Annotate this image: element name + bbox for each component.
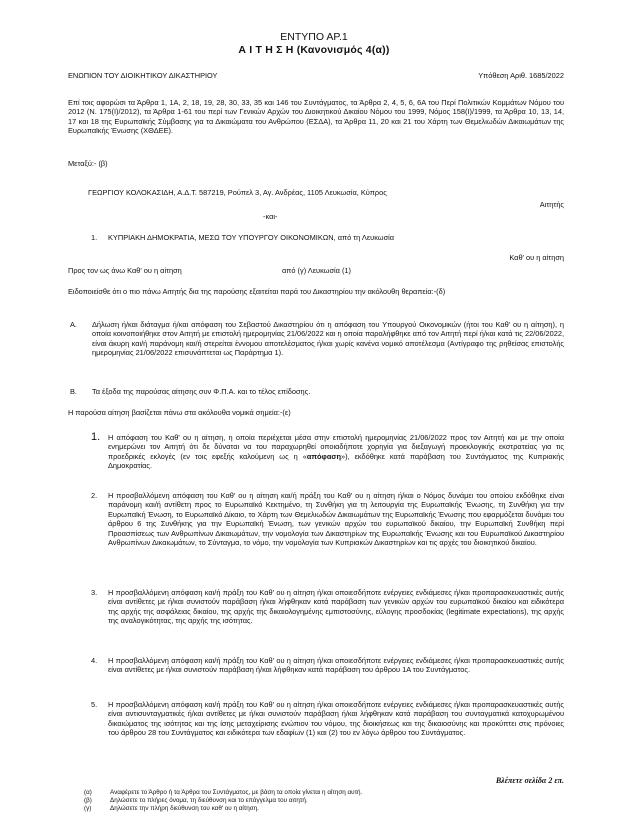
relief-intro: Ειδοποιείσθε ότι ο πιο πάνω Αιτητής δια της παρούσης εξαιτείται παρά του Δικαστηρίου την ακόλουθη θεραπεία:-(δ) <box>68 287 446 296</box>
ground-text-part: »), εκδόθηκε κατά παράβαση του Συντάγματος της Κυπριακής Δημοκρατίας. <box>108 451 564 471</box>
ground-number: 5. <box>91 700 98 709</box>
see-next-page: Βλέπετε σελίδα 2 επ. <box>495 776 564 785</box>
ground-text: Η προσβαλλόμενη απόφαση και/ή πράξη του Καθ' ου η αίτηση ή/και οποιεσδήποτε ενέργειες ενδιάμεσες ή/και προπαρασκευαστικές αυτής είναι αντισυνταγματικές ή/και αντίθετες με ή/και συνιστούν παράβαση ή/και λήφθηκαν κατά παράβαση του συνταγματικά κατοχυρωμένου δικαιώματος της ισότητας και της ίσης μεταχείρισης ενώπιον του νόμου, της διοικήσεως και της δικαιοσύνης και προκύπτει στις πρόνοιες του άρθρου 28 του Συντάγματος και ειδικότερα των εδαφίων (1) και (2) του εν λόγω άρθρου του Συντάγματος. <box>108 700 564 738</box>
ground-number: 4. <box>91 656 98 665</box>
footnote-text: Δηλώσετε το πλήρες όνομα, τη διεύθυνση και το επάγγελμα του αιτητή. <box>110 797 308 804</box>
applicant-details: ΓΕΩΡΓΙΟΥ ΚΟΛΟΚΑΣΙΔΗ, Α.Δ.Τ. 587219, Ρούπελ 3, Αγ. Ανδρέας, 1105 Λευκωσία, Κύπρος <box>88 188 387 197</box>
ground-text: Η προσβαλλόμενη απόφαση του Καθ' ου η αίτηση και/ή πράξη του Καθ' ου η αίτηση ή/και ο Νόμος δυνάμει του οποίου εκδόθηκε είναι παράνομη και/ή αντίθετη προς το Ευρωπαϊκό Κεκτημένο, τη Συνθήκη για τη λειτουργία της Ευρωπαϊκής Ένωσης, τη Συνθήκη για την Ευρωπαϊκή Ένωση, το Ευρωπαϊκό Δίκαιο, το Χάρτη των Θεμελιωδών Δικαιωμάτων της Ευρωπαϊκής Ένωσης που εφαρμόζεται δυνάμει του άρθρου 6 της Συνθήκης για την Ευρωπαϊκή Ένωση, των γενικών αρχών του ευρωπαϊκού δικαίου, την Ευρωπαϊκή Συνθήκη περί Προασπίσεως των Ανθρωπίνων Δικαιωμάτων, την νομολογία των Δικαστηρίων της Ευρωπαϊκής Ένωσης και του Ευρωπαϊκού Δικαστηρίου Ανθρωπίνων Δικαιωμάτων, το Σύνταγμα, το νόμο, την νομολογία των Κυπριακών Δικαστηρίων και τις αρχές του διοικητικού δικαίου. <box>108 491 564 548</box>
grounds-intro: Η παρούσα αίτηση βασίζεται πάνω στα ακόλουθα νομικά σημεία:-(ε) <box>68 408 291 417</box>
ground-text: Η προσβαλλόμενη απόφαση και/ή πράξη του Καθ' ου η αίτηση ή/και οποιεσδήποτε ενέργειες ενδιάμεσες ή/και προπαρασκευαστικές αυτής είναι αντίθετες με ή/και συνιστούν παράβαση ή/και λήφθηκαν κατά παράβαση των γενικών αρχών του ευρωπαϊκού δικαίου και ειδικότερα της αρχής της ασφάλειας δικαίου, της αρχής της δικαιολογημένης εμπιστοσύνης, εύλογης προσδοκίας (legitimate expectations), της αρχής της αναλογικότητας, της αρχής της ισότητας. <box>108 588 564 626</box>
form-code: ΕΝΤΥΠΟ ΑΡ.1 <box>280 31 348 43</box>
relief-letter: B. <box>70 387 77 396</box>
footnote-text: Δηλώσετε την πλήρη διεύθυνση του καθ' ου η αίτηση. <box>110 805 259 812</box>
footnote-mark: (γ) <box>84 805 92 812</box>
ground-text: Η προσβαλλόμενη απόφαση και/ή πράξη του Καθ' ου η αίτηση ή/και οποιεσδήποτε ενέργειες ενδιάμεσες ή/και προπαρασκευαστικές αυτής είναι αντίθετες με ή/και συνιστούν παράβαση ή/και λήφθηκαν κατά παράβαση του άρθρου 1Α του Συντάγματος. <box>108 656 564 675</box>
footnote-text: Αναφέρετε το Άρθρο ή τα Άρθρα του Συντάγματος, με βάση τα οποία γίνεται η αίτηση αυτή. <box>110 789 363 796</box>
and-separator: -και- <box>263 212 278 221</box>
applicant-role: Αιτητής <box>539 200 564 209</box>
to-respondent: Προς τον ως άνω Καθ' ου η αίτηση <box>68 266 182 275</box>
ground-number: 3. <box>91 588 98 597</box>
form-heading: Α Ι Τ Η Σ Η (Κανονισμός 4(α)) <box>238 44 390 56</box>
from-respondent: από (γ) Λευκωσία (1) <box>282 266 352 275</box>
footnote-mark: (β) <box>84 797 92 804</box>
respondent-name: ΚΥΠΡΙΑΚΗ ΔΗΜΟΚΡΑΤΙΑ, ΜΕΣΩ ΤΟΥ ΥΠΟΥΡΓΟΥ ΟΙΚΟΝΟΜΙΚΩΝ, από τη Λευκωσία <box>108 233 395 242</box>
relief-text: Τα έξοδα της παρούσας αίτησης συν Φ.Π.Α. και το τέλος επίδοσης. <box>92 387 311 396</box>
relief-letter: A. <box>70 320 77 329</box>
ground-number: 1. <box>91 431 101 443</box>
legal-basis: Επί τοις αφορώσι τα Άρθρα 1, 1Α, 2, 18, 19, 28, 30, 33, 35 και 146 του Συντάγματος, τα Άρθρα 2, 4, 5, 6, 6Α του Περί Πολιτικών Κομμάτων Νόμου του 2012 (Ν. 175(Ι)/2012), τα Άρθρα 1-61 του περί των Γενικών Αρχών του Διοικητικού Δικαίου Νόμου του 1999, Νόμος 158(Ι)/1999, τα Άρθρα 10, 13, 14, 17 και 18 της Ευρωπαϊκής Σύμβασης για τα Δικαιώματα του Ανθρώπου (ΕΣΔΑ), τα Άρθρα 11, 20 και 21 του Χάρτη των Θεμελιωδών Δικαιωμάτων της Ευρωπαϊκής Ένωσης (ΧΘΔΕΕ). <box>68 98 564 136</box>
case-number: Υπόθεση Αριθ. 1685/2022 <box>478 71 564 80</box>
court-name: ΕΝΩΠΙΟΝ ΤΟΥ ΔΙΟΙΚΗΤΙΚΟΥ ΔΙΚΑΣΤΗΡΙΟΥ <box>68 71 218 80</box>
ground-text <box>108 433 564 471</box>
footnote-mark: (α) <box>84 789 92 796</box>
defined-term: απόφαση <box>306 451 341 461</box>
ground-text-part: Η απόφαση του Καθ' ου η αίτηση, η οποία περιέχεται μέσα στην επιστολή ημερομηνίας 21/06/2022 προς τον Αιτητή και με την οποία ενημερώνει τον Αιτητή ότι δε δύναται να του παραχωρηθεί οποιαδήποτε χορηγία για διεξαγωγή προεκλογικής εκστρατείας για τις προεδρικές εκλογές (εν τοις εφεξής καλούμενη ως η « <box>108 433 564 461</box>
respondent-number: 1. <box>91 233 98 242</box>
respondent-role: Καθ' ου η αίτηση <box>509 253 564 262</box>
ground-number: 2. <box>91 491 98 500</box>
between-label: Μεταξύ:- (β) <box>68 159 108 168</box>
relief-text: Δήλωση ή/και διάταγμα ή/και απόφαση του Σεβαστού Δικαστηρίου ότι η απόφαση του Υπουργού Οικονομικών (ήτοι του Καθ' ου η αίτηση), η οποία κοινοποιήθηκε στον Αιτητή με επιστολή ημερομηνίας 21/06/2022 και η οποία παραλήφθηκε από τον Αιτητή περί ή/και κατά τις 22/06/2022, είναι άκυρη και/ή παράνομη και/ή στερείται έννομου αποτελέσματος ή/και χωρίς κανένα νομικό αποτέλεσμα (Αντίγραφο της ρηθείσας επιστολής ημερομηνίας 21/06/2022 επισυνάπτεται ως Παράρτημα 1). <box>92 320 564 358</box>
